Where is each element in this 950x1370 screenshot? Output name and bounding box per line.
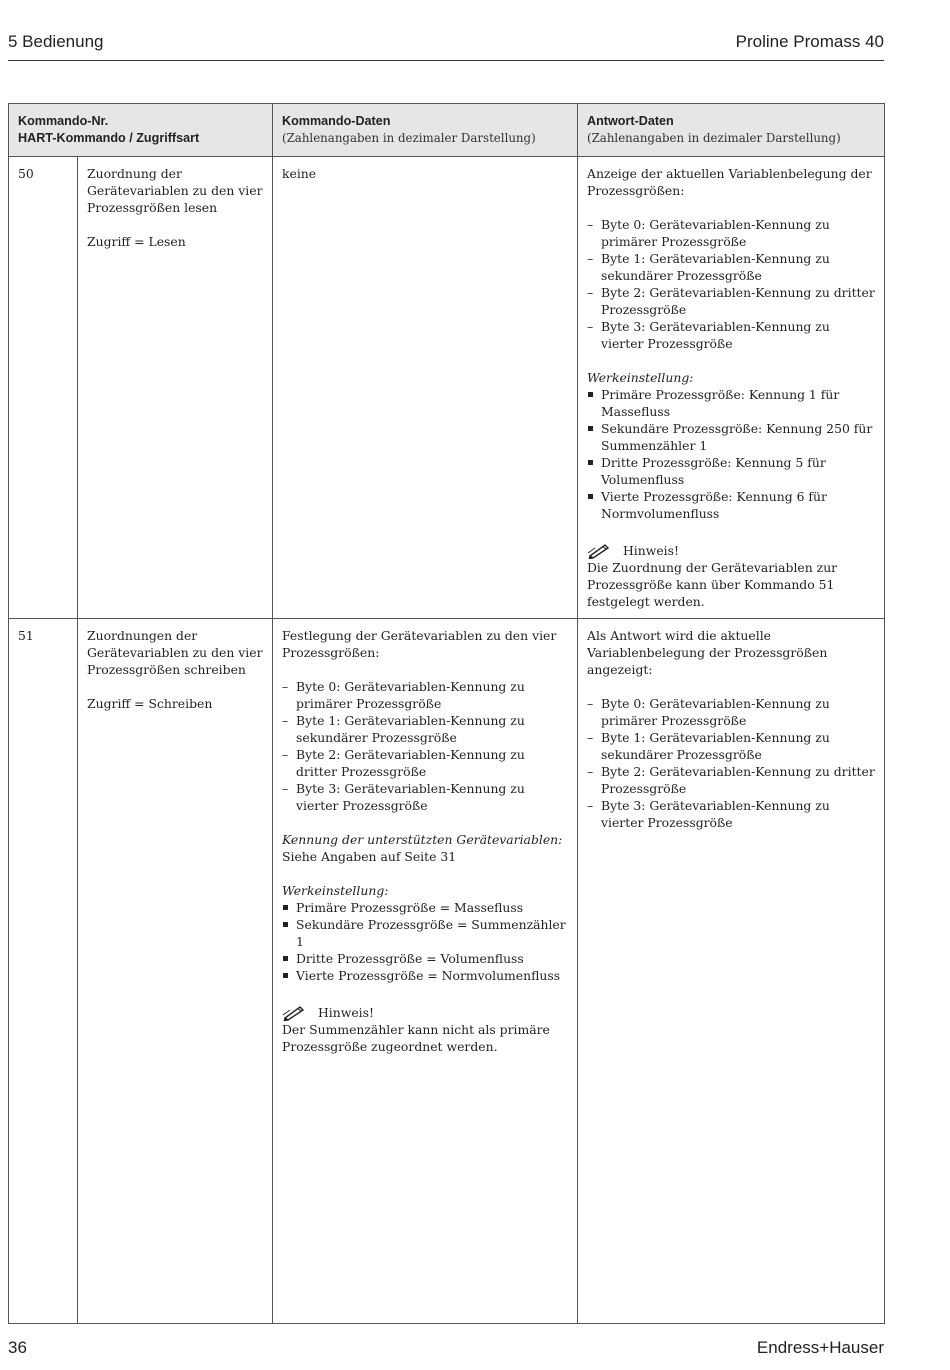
list-item: Primäre Prozessgröße = Massefluss xyxy=(282,899,569,916)
response-intro: Als Antwort wird die aktuelle Variablenbelegung der Prozessgrößen angezeigt: xyxy=(587,628,828,677)
note-label: Hinweis! xyxy=(623,542,679,558)
list-item: – Byte 1: Gerätevariablen-Kennung zu sekundärer Prozessgröße xyxy=(587,729,876,763)
response-data-cell xyxy=(578,157,885,619)
pencil-icon xyxy=(587,541,611,559)
list-item: – Byte 0: Gerätevariablen-Kennung zu primärer Prozessgröße xyxy=(587,216,876,250)
command-access: Zugriff = Lesen xyxy=(87,234,186,249)
response-intro: Anzeige der aktuellen Variablenbelegung der Prozessgrößen: xyxy=(587,166,872,198)
hart-command-table xyxy=(8,103,885,1324)
brand-name: Endress+Hauser xyxy=(756,1338,884,1357)
command-description-cell xyxy=(78,157,273,619)
note-text: Die Zuordnung der Gerätevariablen zur Prozessgröße kann über Kommando 51 festgelegt werden. xyxy=(587,560,838,609)
list-item: – Byte 2: Gerätevariablen-Kennung zu dritter Prozessgröße xyxy=(587,763,876,797)
supported-variables-text: Siehe Angaben auf Seite 31 xyxy=(282,849,457,864)
command-number: 50 xyxy=(9,157,78,619)
command-data-cell xyxy=(273,619,578,1324)
page-number: 36 xyxy=(8,1338,27,1357)
command-data-text: keine xyxy=(282,166,317,181)
list-item: Dritte Prozessgröße = Volumenfluss xyxy=(282,950,569,967)
list-item: – Byte 2: Gerätevariablen-Kennung zu dritter Prozessgröße xyxy=(282,746,569,780)
section-title: 5 Bedienung xyxy=(8,32,104,51)
list-item: Sekundäre Prozessgröße = Summenzähler 1 xyxy=(282,916,569,950)
list-item: Dritte Prozessgröße: Kennung 5 für Volumenfluss xyxy=(587,454,876,488)
header-command-data-title: Kommando-Daten xyxy=(282,114,391,128)
command-byte-list xyxy=(282,678,569,814)
header-command-number-line2: HART-Kommando / Zugriffsart xyxy=(18,131,200,145)
header-command-data xyxy=(273,104,578,157)
note-heading xyxy=(587,541,876,559)
table-row xyxy=(9,157,885,619)
response-data-cell xyxy=(578,619,885,1324)
list-item: – Byte 3: Gerätevariablen-Kennung zu vierter Prozessgröße xyxy=(282,780,569,814)
response-byte-list xyxy=(587,216,876,352)
note-heading xyxy=(282,1003,569,1021)
list-item: Primäre Prozessgröße: Kennung 1 für Massefluss xyxy=(587,386,876,420)
list-item: – Byte 1: Gerätevariablen-Kennung zu sekundärer Prozessgröße xyxy=(282,712,569,746)
command-description: Zuordnung der Gerätevariablen zu den vier Prozessgrößen lesen xyxy=(87,166,263,215)
command-intro: Festlegung der Gerätevariablen zu den vier Prozessgrößen: xyxy=(282,628,557,660)
response-byte-list xyxy=(587,695,876,831)
note-text: Der Summenzähler kann nicht als primäre Prozessgröße zugeordnet werden. xyxy=(282,1022,550,1054)
list-item: – Byte 3: Gerätevariablen-Kennung zu vierter Prozessgröße xyxy=(587,797,876,831)
command-number: 51 xyxy=(9,619,78,1324)
supported-variables-label: Kennung der unterstützten Gerätevariablen: xyxy=(282,832,563,847)
note-label: Hinweis! xyxy=(318,1004,374,1020)
list-item: – Byte 0: Gerätevariablen-Kennung zu primärer Prozessgröße xyxy=(587,695,876,729)
list-item: – Byte 3: Gerätevariablen-Kennung zu vierter Prozessgröße xyxy=(587,318,876,352)
command-description-cell xyxy=(78,619,273,1324)
list-item: Vierte Prozessgröße = Normvolumenfluss xyxy=(282,967,569,984)
list-item: Vierte Prozessgröße: Kennung 6 für Normvolumenfluss xyxy=(587,488,876,522)
factory-setting-list xyxy=(282,899,569,984)
factory-setting-label: Werkeinstellung: xyxy=(282,883,389,898)
list-item: – Byte 0: Gerätevariablen-Kennung zu primärer Prozessgröße xyxy=(282,678,569,712)
command-access: Zugriff = Schreiben xyxy=(87,696,213,711)
command-data-cell xyxy=(273,157,578,619)
product-title: Proline Promass 40 xyxy=(735,32,884,51)
command-description: Zuordnungen der Gerätevariablen zu den vier Prozessgrößen schreiben xyxy=(87,628,263,677)
header-response-data-title: Antwort-Daten xyxy=(587,114,674,128)
list-item: Sekundäre Prozessgröße: Kennung 250 für Summenzähler 1 xyxy=(587,420,876,454)
header-command-number-line1: Kommando-Nr. xyxy=(18,114,109,128)
table-row xyxy=(9,619,885,1324)
list-item: – Byte 1: Gerätevariablen-Kennung zu sekundärer Prozessgröße xyxy=(587,250,876,284)
header-command-data-sub: (Zahlenangaben in dezimaler Darstellung) xyxy=(282,131,536,145)
header-command-number xyxy=(9,104,273,157)
header-response-data xyxy=(578,104,885,157)
pencil-icon xyxy=(282,1003,306,1021)
factory-setting-list xyxy=(587,386,876,522)
table-header-row xyxy=(9,104,885,157)
page-header xyxy=(8,30,884,61)
factory-setting-label: Werkeinstellung: xyxy=(587,370,694,385)
list-item: – Byte 2: Gerätevariablen-Kennung zu dritter Prozessgröße xyxy=(587,284,876,318)
header-response-data-sub: (Zahlenangaben in dezimaler Darstellung) xyxy=(587,131,841,145)
